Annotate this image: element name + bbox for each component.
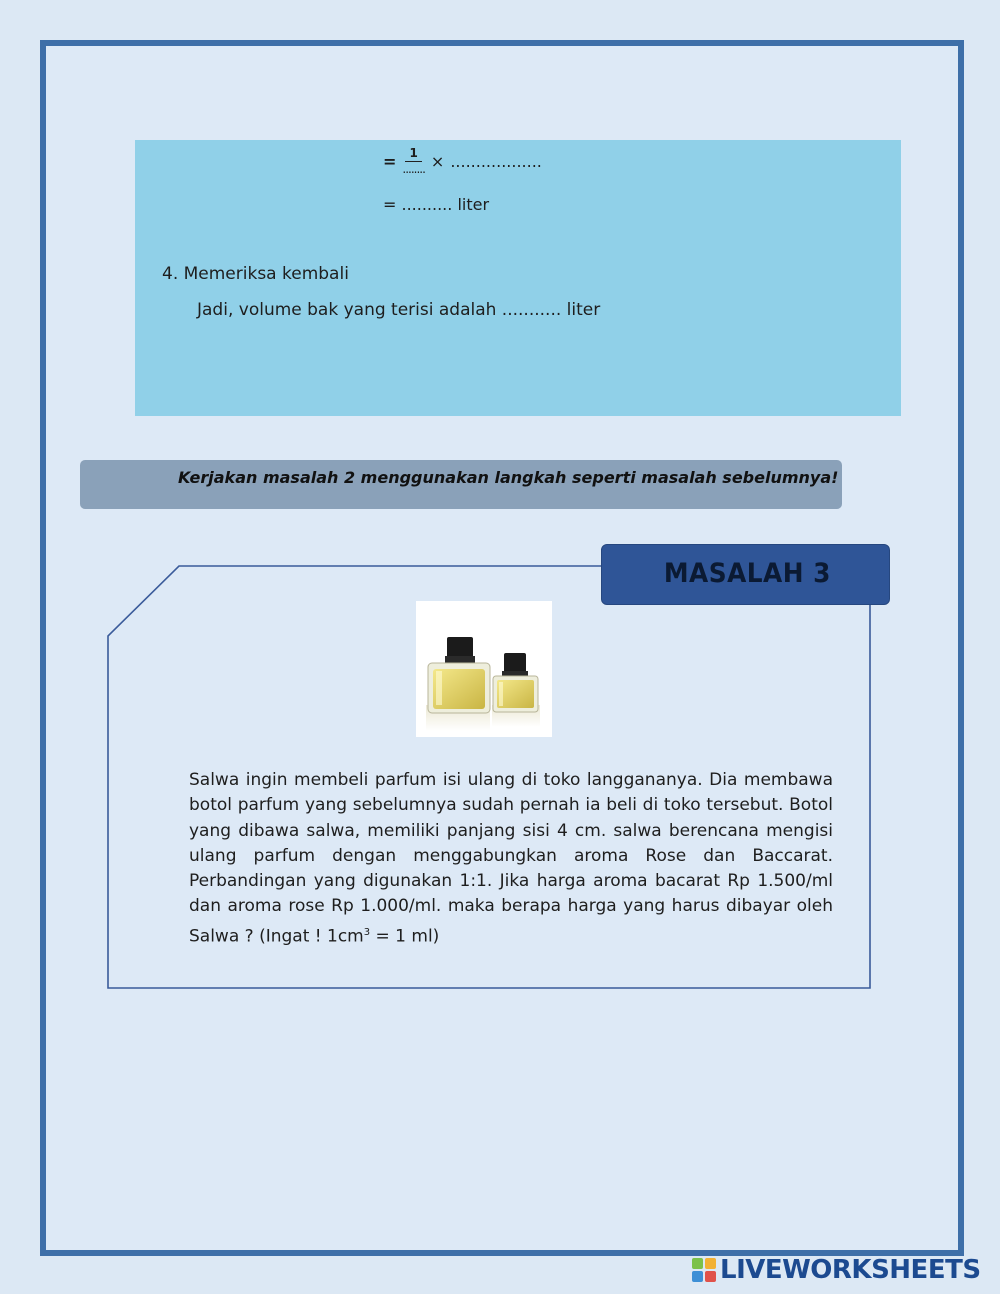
perfume-bottles-image xyxy=(416,601,552,737)
liveworksheets-logo-icon xyxy=(692,1258,716,1282)
liveworksheets-wordmark: LIVEWORKSHEETS xyxy=(720,1255,981,1285)
equals-sign: = xyxy=(383,151,397,171)
instruction-text: Kerjakan masalah 2 menggunakan langkah seperti masalah sebelumnya! xyxy=(178,468,839,487)
liter-result-line: = .......... liter xyxy=(383,195,490,214)
times-sign: × xyxy=(430,151,445,171)
multiplier-blank: .................. xyxy=(450,151,542,171)
step4-title: 4. Memeriksa kembali xyxy=(162,264,349,284)
problem-statement xyxy=(189,768,833,950)
perfume-bottles-illustration xyxy=(416,601,552,737)
fraction-numerator: 1 xyxy=(405,147,421,162)
problem-text-superscript: 3 xyxy=(363,926,371,938)
problem-badge-label: MASALAH 3 xyxy=(663,558,831,589)
problem-badge xyxy=(601,544,890,605)
problem-text-main: Salwa ingin membeli parfum isi ulang di toko langgananya. Dia membawa botol parfum yang sebelumnya sudah pernah ia beli di toko tersebut. Botol yang dibawa salwa, memiliki panjang sisi 4 cm. salwa berencana mengisi ulang parfum dengan menggabungkan aroma Rose dan Baccarat. Perbandingan yang digunakan 1:1. Jika harga aroma bacarat Rp 1.500/ml dan aroma rose Rp 1.000/ml. maka berapa harga yang harus dibayar oleh Salwa ? (Ingat ! 1cm xyxy=(189,770,833,947)
problem-text-end: = 1 ml) xyxy=(370,926,440,947)
liveworksheets-brand[interactable] xyxy=(692,1255,981,1285)
fraction-denominator-blank: ........ xyxy=(402,162,425,176)
step4-conclusion: Jadi, volume bak yang terisi adalah ........... liter xyxy=(197,300,601,320)
